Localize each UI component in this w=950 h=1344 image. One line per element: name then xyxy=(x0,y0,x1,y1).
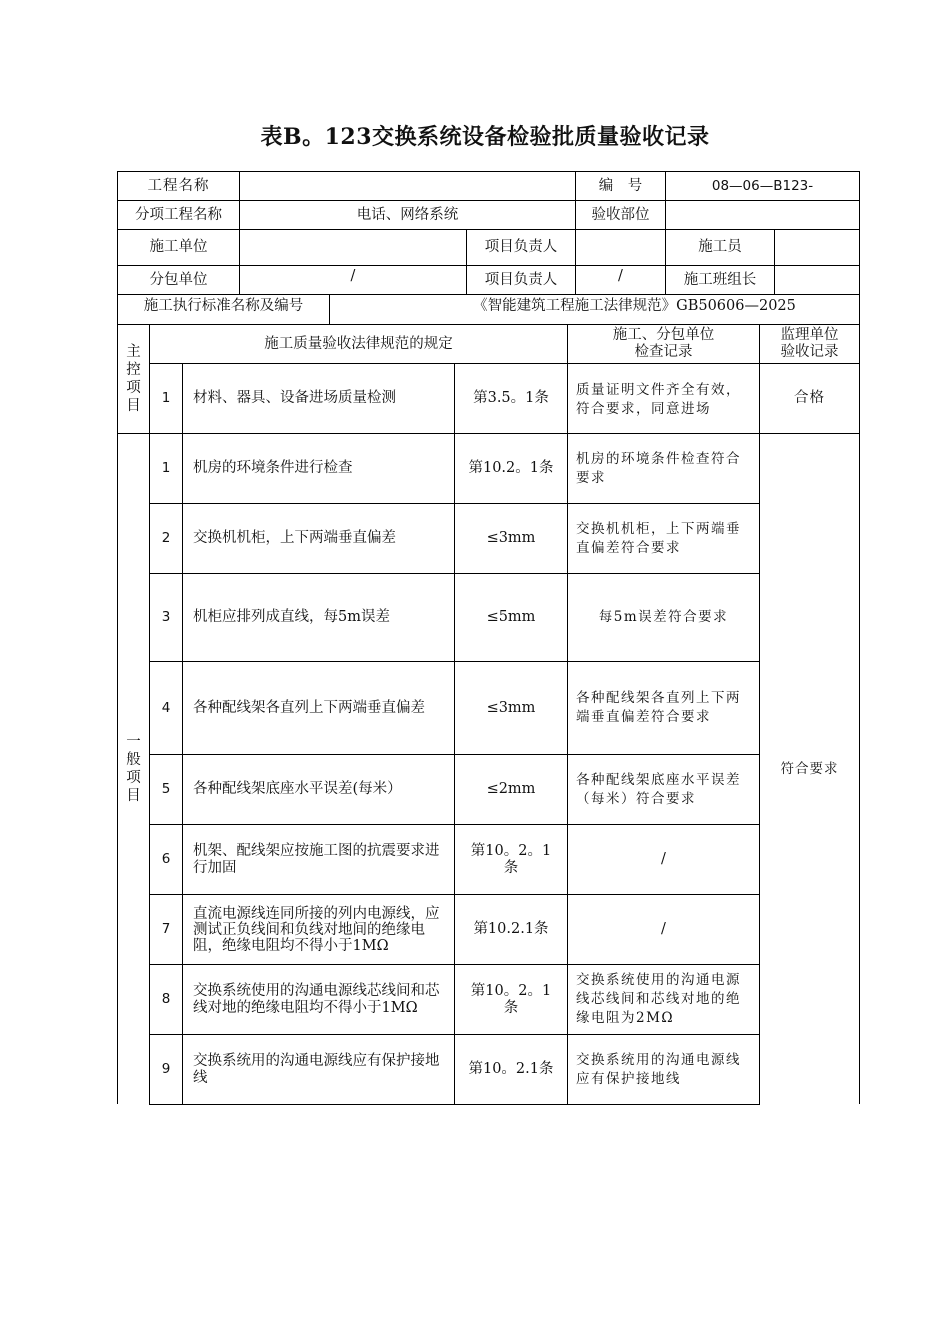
project-manager-label: 项目负责人 xyxy=(484,239,558,255)
contractor-label: 施工单位 xyxy=(149,239,208,255)
item-description: 交换机机柜，上下两端垂直偏差 xyxy=(193,530,396,546)
item-no: 6 xyxy=(161,851,171,867)
item-check-record: 各种配线架底座水平误差（每米）符合要求 xyxy=(576,771,741,807)
item-check-record: / xyxy=(661,851,666,867)
item-check-record: 交换系统使用的沟通电源线芯线间和芯线对地的绝缘电阻为2MΩ xyxy=(576,972,741,1026)
subcontractor-value: / xyxy=(350,267,356,284)
item-supervision: 合格 xyxy=(794,390,825,406)
item-clause: 第10。2。1条 xyxy=(470,842,552,876)
general-group-label xyxy=(118,434,149,1104)
acceptance-part-value xyxy=(666,201,859,229)
check-record-column-header: 施工、分包单位检查记录 xyxy=(612,327,715,360)
item-clause: ≤5mm xyxy=(486,609,536,625)
main-control-group-label xyxy=(118,325,149,433)
item-description: 直流电源线连同所接的列内电源线，应测试正负线间和负线对地间的绝缘电阻，绝缘电阻均不得小于1MΩ xyxy=(193,905,440,954)
item-check-record: 每5m误差符合要求 xyxy=(598,609,729,625)
subcontractor-label: 分包单位 xyxy=(149,271,208,288)
sub-project-manager-label: 项目负责人 xyxy=(484,271,558,288)
spec-column-header: 施工质量验收法律规范的规定 xyxy=(264,335,453,352)
project-name-value xyxy=(240,172,575,200)
item-clause: ≤2mm xyxy=(486,781,536,797)
item-description: 机架、配线架应按施工图的抗震要求进行加固 xyxy=(193,842,440,876)
item-no: 2 xyxy=(161,530,171,546)
project-manager-value xyxy=(576,230,665,265)
item-clause: ≤3mm xyxy=(486,699,536,716)
acceptance-part-label: 验收部位 xyxy=(591,206,650,223)
builder-value xyxy=(775,230,859,265)
sub-project-value: 电话、网络系统 xyxy=(356,206,459,223)
number-label: 编 号 xyxy=(598,177,643,194)
number-value: 08—06—B123- xyxy=(711,177,814,194)
contractor-value xyxy=(240,230,466,265)
item-clause: 第10。2。1条 xyxy=(470,982,552,1016)
item-check-record: 机房的环境条件检查符合要求 xyxy=(576,450,741,486)
item-description: 交换系统用的沟通电源线应有保护接地线 xyxy=(193,1052,440,1086)
project-name-label: 工程名称 xyxy=(147,177,210,194)
item-check-record: 交换系统用的沟通电源线应有保护接地线 xyxy=(576,1051,741,1087)
item-clause: 第10.2。1条 xyxy=(468,460,554,476)
sub-project-manager-value: / xyxy=(618,267,623,284)
item-description: 各种配线架各直列上下两端垂直偏差 xyxy=(193,699,425,716)
sub-project-label: 分项工程名称 xyxy=(135,206,222,223)
item-description: 材料、器具、设备进场质量检测 xyxy=(193,390,396,406)
item-check-record: 各种配线架各直列上下两端垂直偏差符合要求 xyxy=(576,690,741,725)
page-title: 表B。123交换系统设备检验批质量验收记录 xyxy=(260,124,710,150)
item-no: 7 xyxy=(161,921,171,937)
team-leader-label: 施工班组长 xyxy=(683,271,757,288)
item-clause: 第3.5。1条 xyxy=(473,390,549,406)
item-no: 9 xyxy=(161,1061,171,1077)
standard-label: 施工执行标准名称及编号 xyxy=(143,297,304,314)
builder-label: 施工员 xyxy=(698,239,742,255)
general-group-text: 一般项目 xyxy=(126,734,141,804)
item-no: 8 xyxy=(161,991,171,1007)
team-leader-value xyxy=(775,266,859,294)
item-check-record: 交换机机柜，上下两端垂直偏差符合要求 xyxy=(576,520,741,556)
item-no: 1 xyxy=(161,460,171,476)
item-no: 3 xyxy=(161,609,171,625)
item-check-record: 质量证明文件齐全有效，符合要求，同意进场 xyxy=(576,381,741,417)
supervision-column-header: 监理单位验收记录 xyxy=(780,327,839,360)
item-clause: 第10.2.1条 xyxy=(473,921,549,937)
item-no: 1 xyxy=(161,390,171,406)
item-description: 机柜应排列成直线，每5m误差 xyxy=(193,609,390,625)
item-description: 交换系统使用的沟通电源线芯线间和芯线对地的绝缘电阻均不得小于1MΩ xyxy=(193,982,440,1016)
item-check-record: / xyxy=(661,921,666,937)
item-description: 机房的环境条件进行检查 xyxy=(193,460,353,476)
standard-value: 《智能建筑工程施工法律规范》GB50606—2025 xyxy=(473,297,796,314)
item-description: 各种配线架底座水平误差(每米） xyxy=(193,781,402,797)
main-control-group-text: 主控项目 xyxy=(126,344,141,414)
item-clause: ≤3mm xyxy=(486,530,536,546)
item-no: 4 xyxy=(161,699,171,716)
item-clause: 第10。2.1条 xyxy=(468,1061,554,1077)
item-no: 5 xyxy=(161,781,171,797)
general-supervision: 符合要求 xyxy=(780,760,839,777)
